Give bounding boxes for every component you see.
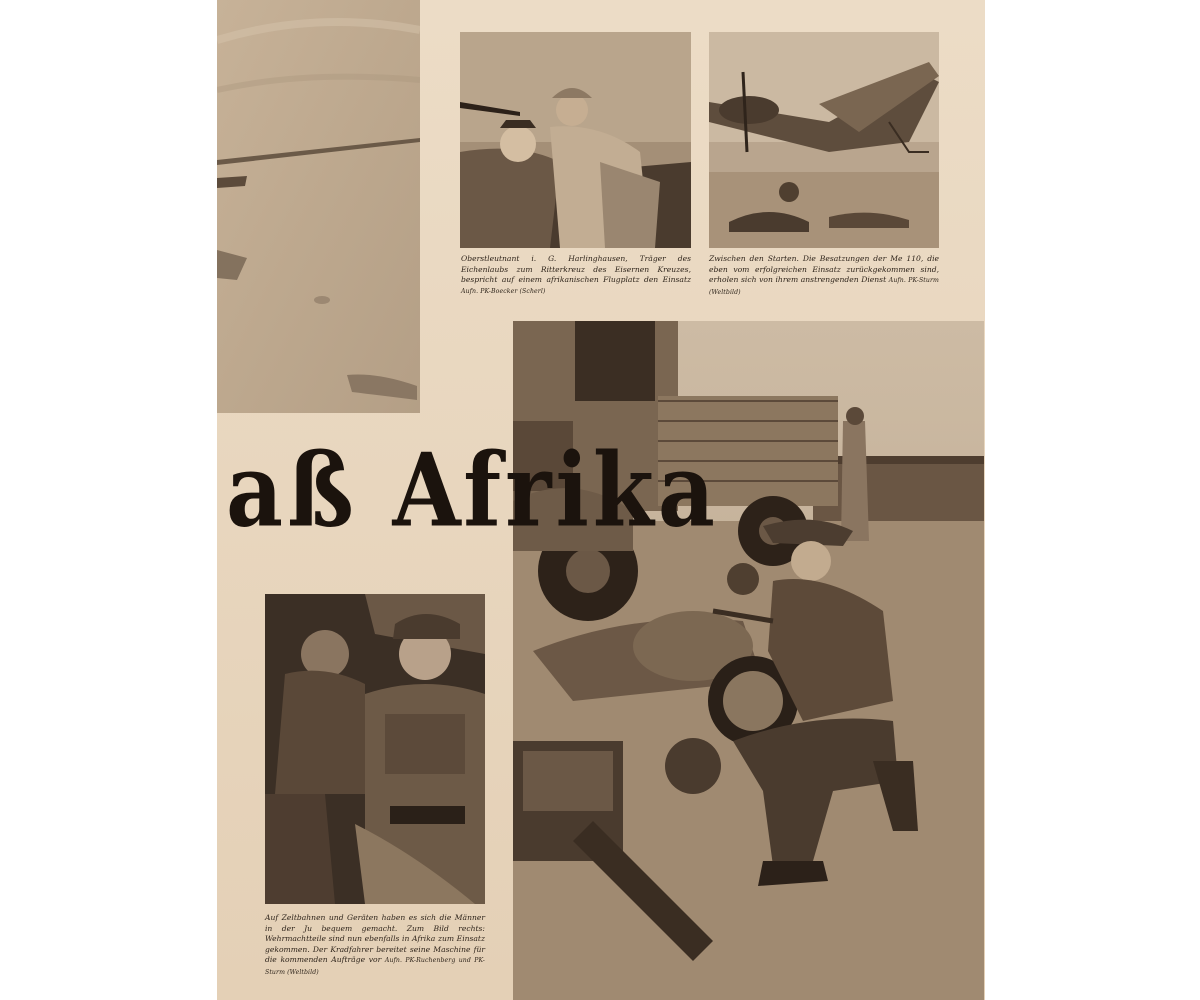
caption-crew-credit: Aufn. PK-Ruchenberg und PK-Sturm (Weltbild): [265, 957, 485, 976]
caption-crew-text: Auf Zeltbahnen und Geräten haben es sich die Männer in der Ju bequem gemacht. Zum Bild rechts: Wehrmachtteile sind nun ebenfalls in Afrika zum Einsatz gekommen. Der Kradfahrer bereitet seine Maschine für die kommenden Aufträge vor: [265, 913, 485, 964]
headline: aß Afrika: [226, 430, 719, 550]
caption-officer: [461, 254, 691, 297]
caption-aircraft-credit: Aufn. PK-Sturm (Weltbild): [709, 277, 940, 296]
caption-aircraft-text: Zwischen den Starten. Die Besatzungen der Me 110, die eben vom erfolgreichen Einsatz zurückgekommen sind, erholen sich von ihrem anstrengenden Dienst: [709, 254, 939, 284]
caption-officer-credit: Aufn. PK-Boecker (Scherl): [461, 287, 546, 295]
crew-photo: [265, 594, 485, 904]
motorcycle-truck-photo: [513, 321, 984, 1000]
caption-aircraft: [709, 254, 939, 298]
officer-photo: [460, 32, 691, 248]
caption-crew: [265, 913, 485, 978]
aircraft-photo: [709, 32, 939, 248]
aerial-desert-photo: [217, 0, 420, 413]
caption-officer-text: Oberstleutnant i. G. Harlinghausen, Träger des Eichenlaubs zum Ritterkreuz des Eisernen Kreuzes, bespricht auf einem afrikanischen Flugplatz den Einsatz: [461, 254, 691, 284]
